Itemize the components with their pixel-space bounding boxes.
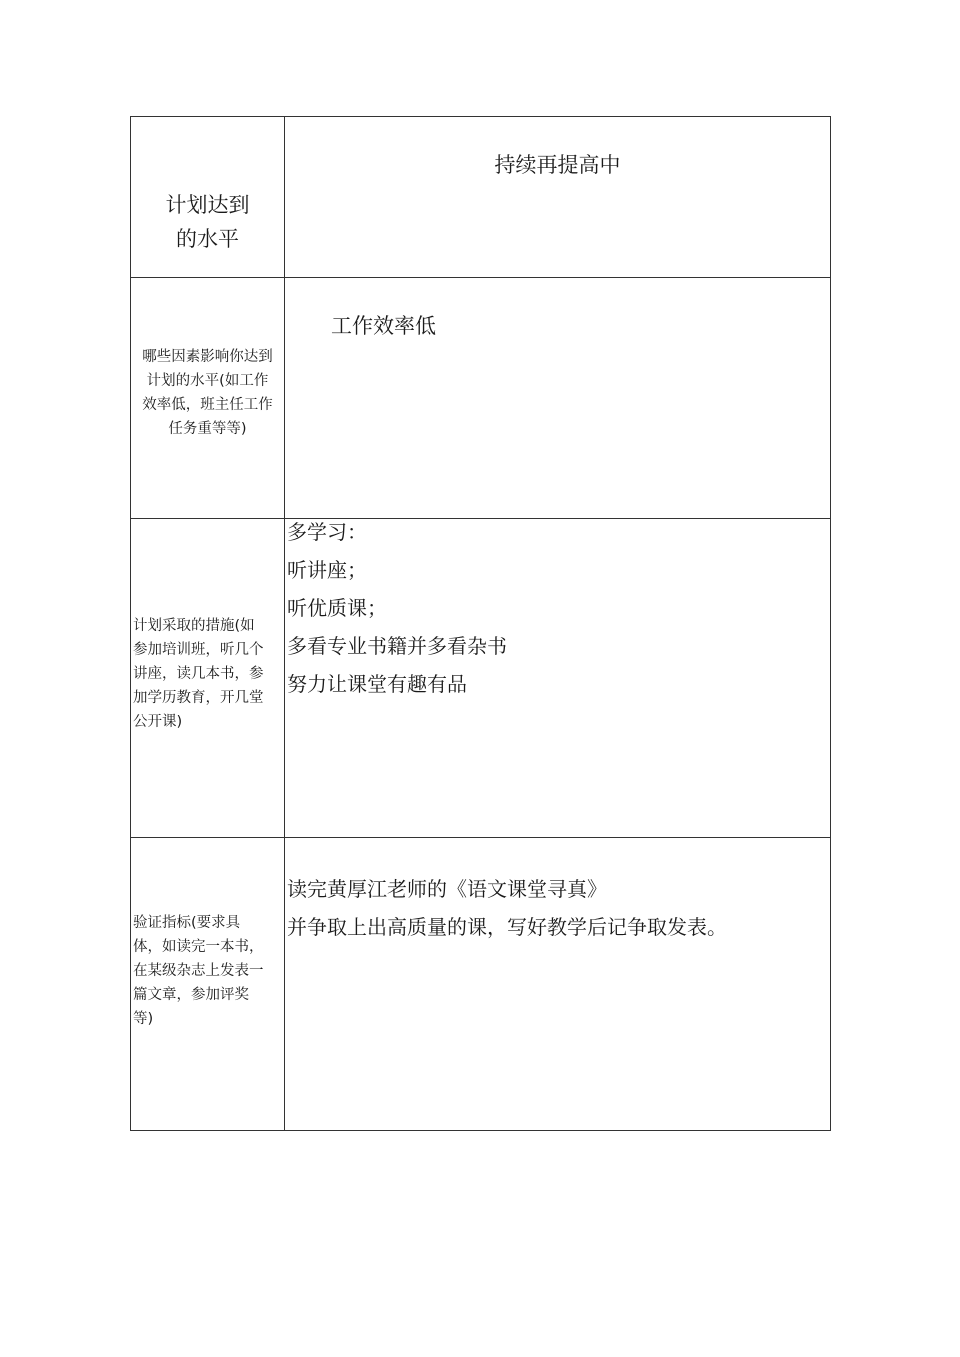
table-row — [131, 278, 831, 519]
list-item: 努力让课堂有趣有品 — [287, 672, 467, 697]
list-item: 读完黄厚江老师的《语文课堂寻真》 — [287, 876, 607, 901]
label-line: 的水平 — [176, 227, 239, 251]
list-item: 多学习： — [287, 520, 367, 545]
label-line: 讲座，读几本书，参 — [133, 666, 264, 683]
label-line: 哪些因素影响你达到 — [142, 349, 273, 366]
content-cell — [285, 117, 831, 278]
table-row — [131, 117, 831, 278]
label-line: 等) — [133, 1010, 154, 1027]
list-item: 多看专业书籍并多看杂书 — [287, 634, 507, 659]
label-line: 任务重等等) — [168, 421, 247, 438]
row-label — [133, 614, 282, 734]
list-item: 并争取上出高质量的课，写好教学后记争取发表。 — [287, 914, 727, 939]
label-cell — [131, 837, 285, 1130]
factors-text: 工作效率低 — [331, 314, 436, 339]
label-line: 加学历教育，开几堂 — [133, 690, 264, 707]
label-cell — [131, 278, 285, 519]
content-cell — [285, 837, 831, 1130]
label-line: 计划达到 — [165, 193, 250, 217]
target-level-text: 持续再提高中 — [494, 153, 621, 177]
label-line: 验证指标(要求具 — [133, 914, 241, 931]
label-line: 计划的水平(如工作 — [146, 373, 269, 390]
list-item: 听优质课； — [287, 596, 387, 621]
row-label — [131, 188, 284, 256]
label-line: 公开课) — [133, 714, 183, 731]
table-row — [131, 837, 831, 1130]
verification-list — [287, 870, 727, 946]
label-cell — [131, 117, 285, 278]
content-cell — [285, 278, 831, 519]
label-line: 在某级杂志上发表一 — [133, 962, 264, 979]
row-label — [133, 345, 282, 441]
label-line: 篇文章，参加评奖 — [133, 986, 249, 1003]
plan-table — [130, 116, 831, 1131]
measures-list — [287, 513, 507, 703]
label-line: 参加培训班，听几个 — [133, 642, 264, 659]
label-line: 体，如读完一本书， — [133, 938, 264, 955]
label-line: 计划采取的措施(如 — [133, 618, 255, 635]
row-label — [133, 911, 282, 1031]
content-cell — [285, 519, 831, 837]
label-cell — [131, 519, 285, 837]
table-row — [131, 519, 831, 837]
label-line: 效率低，班主任工作 — [142, 397, 273, 414]
list-item: 听讲座； — [287, 558, 367, 583]
